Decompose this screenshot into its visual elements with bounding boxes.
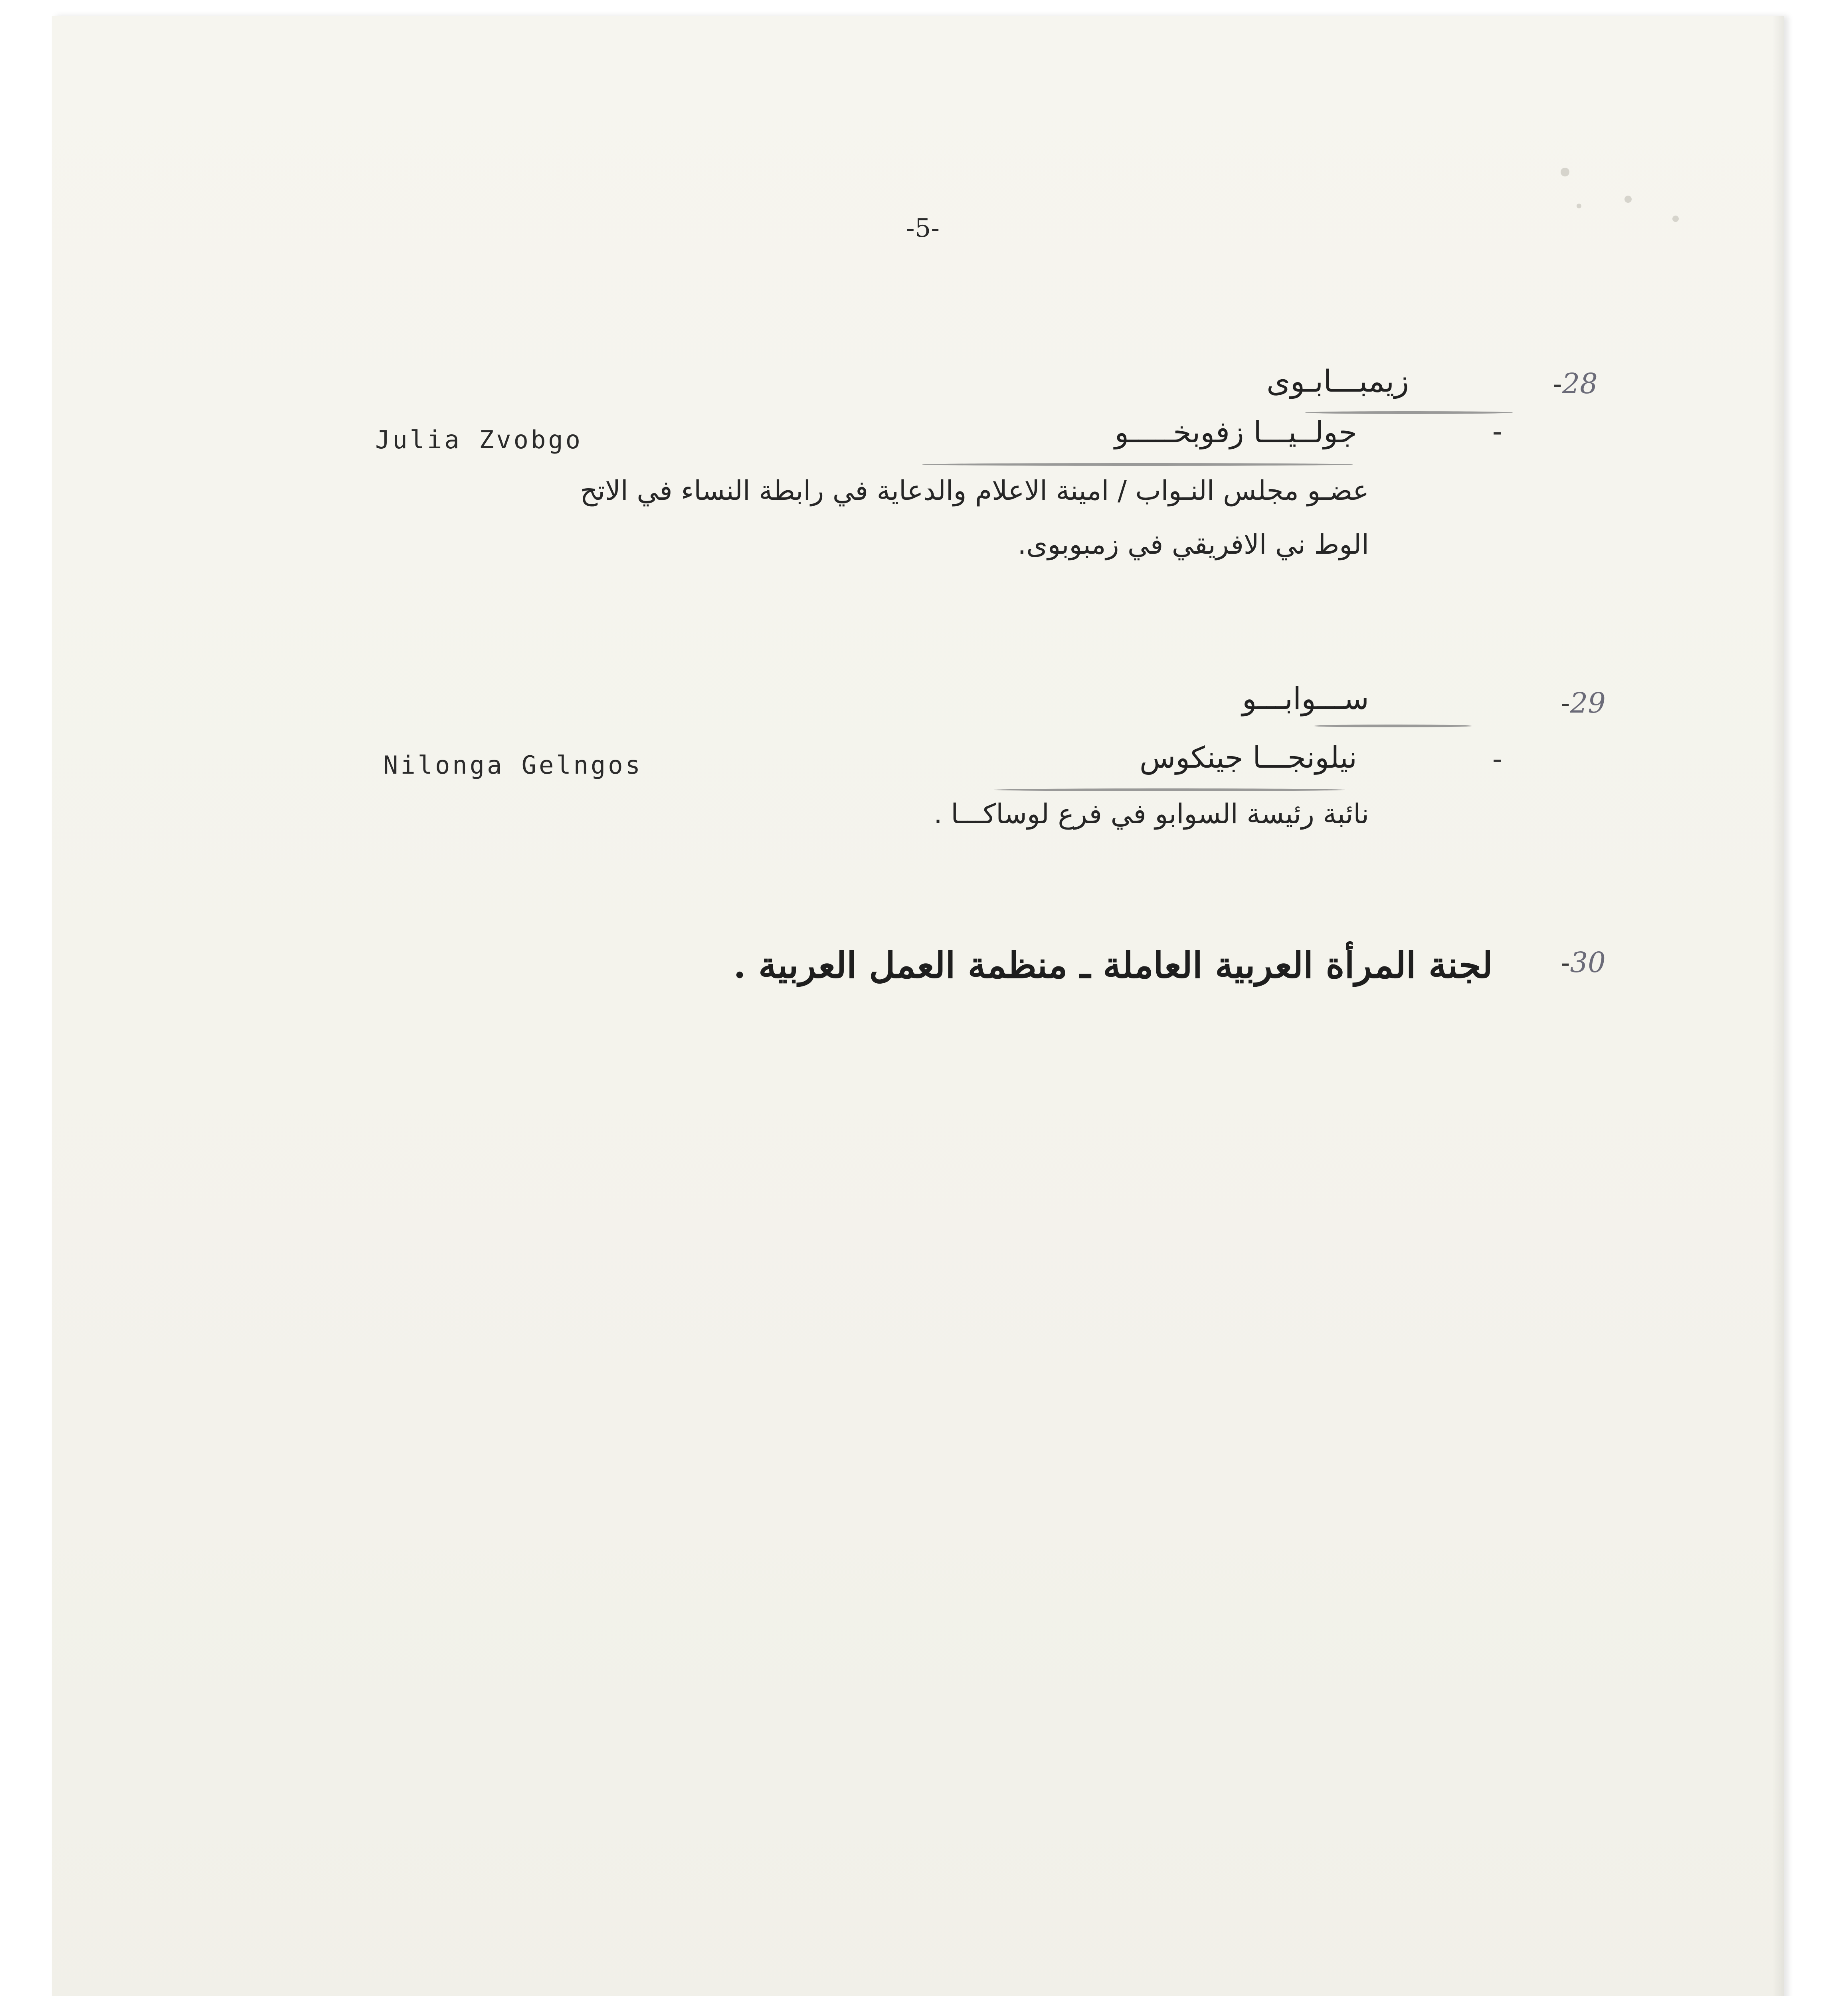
pencil-underline <box>1313 725 1473 727</box>
page-number: -5- <box>906 214 940 243</box>
entry-latin-name-29: Nilonga Gelngos <box>383 750 643 780</box>
entry-arabic-name-29: نيلونجـــا جينكوس <box>1140 741 1357 775</box>
paper-speck <box>1624 196 1632 203</box>
entry-description-28-line-2: الوط ني الافريقي في زمبوبوى. <box>1017 529 1369 560</box>
entry-description-29-line-1: نائبة رئيسة السوابو في فرع لوساكـــا . <box>934 798 1369 830</box>
entry-country-28: زيمبـــابـوى <box>1266 363 1409 399</box>
paper-speck <box>1672 216 1679 222</box>
pencil-underline <box>922 463 1353 466</box>
entry-number-30: -30 <box>1561 946 1606 979</box>
entry-dash-29: - <box>1489 743 1506 775</box>
page-edge-shadow <box>1772 16 1784 1996</box>
entry-arabic-name-28: جولــيـــا زفوبخـــــو <box>1114 415 1357 449</box>
entry-dash-28: - <box>1489 415 1506 448</box>
pencil-underline <box>1305 411 1513 414</box>
entry-description-28-line-1: عضـو مجلس النـواب / امينة الاعلام والدعاية في رابطة النساء في الاتح <box>580 475 1369 507</box>
entry-number-29: -29 <box>1561 687 1606 719</box>
entry-latin-name-28: Julia Zvobgo <box>375 425 583 454</box>
paper-speck <box>1577 204 1581 208</box>
document-page <box>52 16 1784 1996</box>
entry-number-28: -28 <box>1553 367 1598 400</box>
pencil-underline <box>994 788 1345 791</box>
entry-country-29: ســـوابـــو <box>1242 681 1369 716</box>
paper-speck <box>1561 168 1569 176</box>
entry-handwritten-30: لجنة المرأة العربية العاملة ـ منظمة العمل العربية . <box>733 944 1493 986</box>
